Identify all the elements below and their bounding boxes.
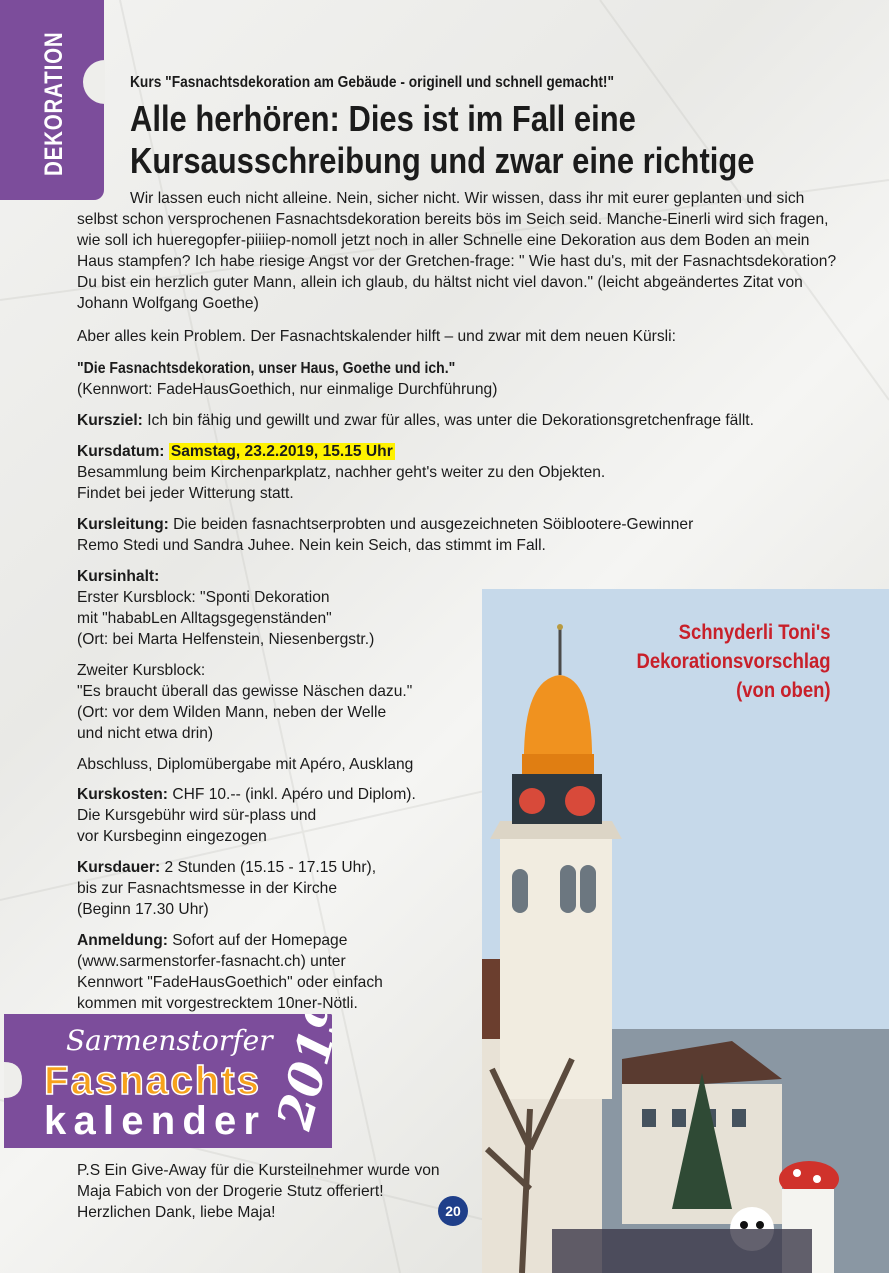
kurskosten-text: CHF 10.-- (inkl. Apéro und Diplom). — [167, 786, 416, 803]
page-number-badge: 20 — [438, 1196, 468, 1226]
kursleitung-text: Die beiden fasnachtserprobten und ausgezeichneten Söiblootere-Gewinner — [168, 516, 694, 533]
kursdauer-line2: bis zur Fasnachtsmesse in der Kirche — [77, 880, 337, 897]
kursdatum-label: Kursdatum: — [77, 443, 165, 460]
course-title-block — [77, 358, 837, 400]
headline-line-1: Alle herhören: Dies ist im Fall eine — [130, 98, 636, 139]
logo-word-1: Fasnachts — [44, 1059, 259, 1103]
block2-line2: "Es braucht überall das gewisse Näschen dazu." — [77, 683, 413, 700]
problem-text: Aber alles kein Problem. Der Fasnachtskalender hilft – und zwar mit dem neuen Kürsli: — [77, 328, 676, 345]
kursziel-text: Ich bin fähig und gewillt und zwar für alles, was unter die Dekorationsgretchenfrage fällt. — [142, 412, 754, 429]
headline-line-2: Kursausschreibung und zwar eine richtige — [130, 140, 755, 181]
kursdauer-line3: (Beginn 17.30 Uhr) — [77, 901, 209, 918]
caption-line-3: (von oben) — [736, 679, 831, 702]
block1-line1: Erster Kursblock: "Sponti Dekoration — [77, 589, 330, 606]
course-title: "Die Fasnachtsdekoration, unser Haus, Goethe und ich." — [77, 360, 456, 377]
anmeldung-line4: kommen mit vorgestrecktem 10ner-Nötli. — [77, 995, 358, 1012]
kursdatum-date: Samstag, 23.2.2019, 15.15 Uhr — [170, 443, 393, 460]
anmeldung-label: Anmeldung: — [77, 932, 168, 949]
tab-notch — [83, 60, 105, 104]
kursdatum-line3: Findet bei jeder Witterung statt. — [77, 485, 294, 502]
kursinhalt — [77, 566, 477, 775]
block2-line3: (Ort: vor dem Wilden Mann, neben der Welle — [77, 704, 387, 721]
photo-caption — [637, 618, 831, 705]
kursdauer — [77, 857, 477, 920]
anmeldung-line3: Kennwort "FadeHausGoethich" oder einfach — [77, 974, 383, 991]
logo-year: 2019 — [266, 1014, 332, 1136]
kursinhalt-label: Kursinhalt: — [77, 568, 160, 585]
caption-line-2: Dekorationsvorschlag — [636, 650, 831, 673]
kursdatum-line2: Besammlung beim Kirchenparkplatz, nachher geht's weiter zu den Objekten. — [77, 464, 606, 481]
anmeldung-line2: (www.sarmenstorfer-fasnacht.ch) unter — [77, 953, 346, 970]
block2-line4: und nicht etwa drin) — [77, 725, 214, 742]
block2-line1: Zweiter Kursblock: — [77, 662, 206, 679]
logo-graphic — [4, 1014, 332, 1148]
kurskosten-line3: vor Kursbeginn eingezogen — [77, 828, 267, 845]
abschluss: Abschluss, Diplomübergabe mit Apéro, Ausklang — [77, 756, 414, 773]
kursleitung-line2: Remo Stedi und Sandra Juhee. Nein kein Seich, das stimmt im Fall. — [77, 537, 546, 554]
kursleitung — [77, 514, 837, 556]
kursziel-label: Kursziel: — [77, 412, 143, 429]
section-tab — [0, 0, 104, 200]
caption-line-1: Schnyderli Toni's — [679, 621, 831, 644]
anmeldung-text: Sofort auf der Homepage — [167, 932, 348, 949]
anmeldung — [77, 930, 477, 1014]
kursziel — [77, 410, 837, 431]
logo-script-text: Sarmenstorfer — [66, 1024, 273, 1057]
kursdauer-label: Kursdauer: — [77, 859, 161, 876]
block1-line3: (Ort: bei Marta Helfenstein, Niesenbergstr.) — [77, 631, 375, 648]
kurskosten — [77, 784, 477, 847]
kursleitung-label: Kursleitung: — [77, 516, 169, 533]
article-kicker: Kurs "Fasnachtsdekoration am Gebäude - originell und schnell gemacht!" — [130, 74, 615, 91]
kurskosten-label: Kurskosten: — [77, 786, 168, 803]
kursdauer-text: 2 Stunden (15.15 - 17.15 Uhr), — [160, 859, 377, 876]
block1-line2: mit "hababLen Alltagsgegenständen" — [77, 610, 332, 627]
intro-paragraph: Wir lassen euch nicht alleine. Nein, sicher nicht. Wir wissen, dass ihr mit eurer geplanten und sich selbst schon versprochenen Fasnachtsdekoration bereits bös im Seich seid. Manche-Einerli wird sich fragen, wie soll ich hueregopfer-piiiiep-nomoll jetzt noch in aller Schnelle eine Dekoration aus dem Boden an mein Haus stampfen? Ich habe riesige Angst vor der Gretchen-frage: " Wie hast du's, mit der Fasnachtsdekoration? Du bist ein herzlich guter Mann, allein ich glaub, du hältst nicht viel davon." (leicht abgeändertes Zitat von Johann Wolfgang Goethe) — [77, 190, 837, 312]
article-headline — [130, 98, 754, 182]
kursdatum — [77, 441, 837, 504]
course-keyword: (Kennwort: FadeHausGoethich, nur einmalige Durchführung) — [77, 381, 498, 398]
section-tab-label: DEKORATION — [40, 31, 68, 176]
kurskosten-line2: Die Kursgebühr wird sür-plass und — [77, 807, 317, 824]
ps-note: P.S Ein Give-Away für die Kursteilnehmer wurde von Maja Fabich von der Drogerie Stutz offeriert! Herzlichen Dank, liebe Maja! — [77, 1162, 440, 1221]
problem-paragraph — [77, 326, 837, 347]
logo-word-2: kalender — [44, 1099, 259, 1143]
fasnachtskalender-logo — [4, 1014, 332, 1148]
